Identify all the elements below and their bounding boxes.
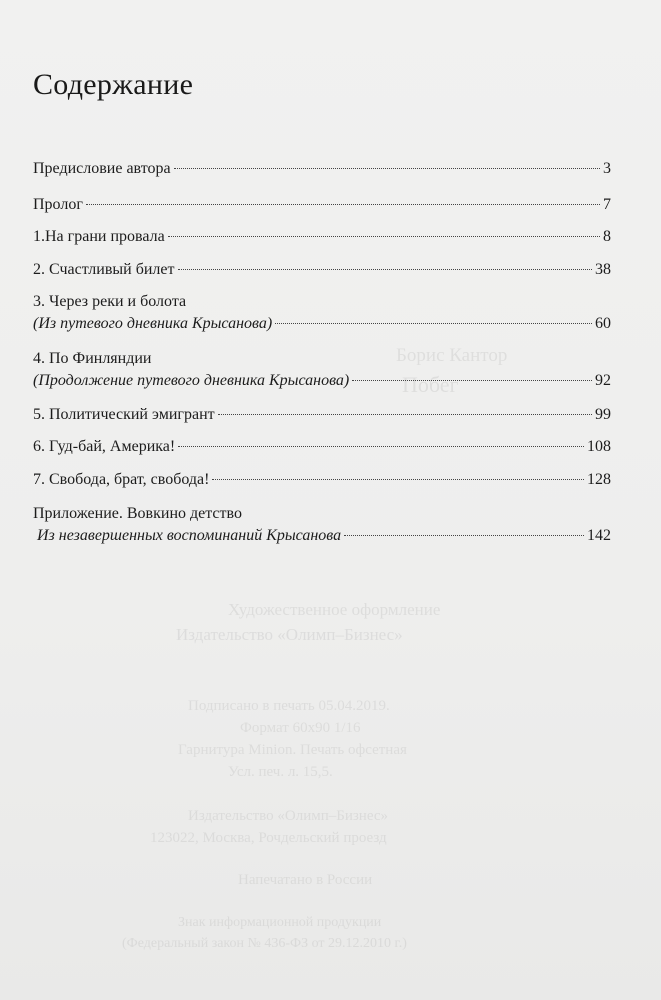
toc-entry (33, 291, 611, 335)
toc-entry-page: 38 (595, 261, 611, 278)
toc-entry-title: Предисловие автора (33, 160, 171, 177)
toc-entry-title: 6. Гуд-бай, Америка! (33, 438, 176, 455)
show-through-text: Напечатано в России (238, 872, 373, 888)
toc-entry-page: 99 (595, 406, 611, 423)
dot-leader (178, 269, 593, 270)
dot-leader (174, 168, 600, 169)
toc-entry-subtitle: (Из путевого дневника Крысанова) (33, 315, 273, 332)
dot-leader (178, 446, 584, 447)
toc-entry-page: 142 (587, 527, 611, 544)
toc-entry-subtitle: Из незавершенных воспоминаний Крысанова (37, 527, 342, 544)
toc-entry (33, 226, 611, 248)
toc-entry-title: 7. Свобода, брат, свобода! (33, 471, 210, 488)
toc-entry (33, 503, 611, 547)
toc-entry-subtitle: (Продолжение путевого дневника Крысанова) (33, 372, 350, 389)
toc-entry-page: 128 (587, 471, 611, 488)
toc-entry-title: 4. По Финляндии (33, 350, 152, 367)
show-through-text: Знак информационной продукции (178, 915, 382, 930)
show-through-text: Формат 60х90 1/16 (240, 720, 361, 736)
show-through-text: (Федеральный закон № 436-ФЗ от 29.12.2010 г.) (122, 936, 407, 951)
toc-entry-title: Приложение. Вовкино детство (33, 505, 242, 522)
show-through-text: Подписано в печать 05.04.2019. (188, 698, 390, 714)
toc-entry-title: 1.На грани провала (33, 228, 165, 245)
show-through-text: Издательство «Олимп–Бизнес» (176, 625, 403, 644)
toc-entry-page: 92 (595, 372, 611, 389)
toc-entry (33, 194, 611, 216)
show-through-text: Гарнитура Minion. Печать офсетная (178, 742, 407, 758)
toc-entry-page: 7 (603, 196, 611, 213)
toc-entry-title: Пролог (33, 196, 83, 213)
dot-leader (352, 380, 592, 381)
toc-entry (33, 436, 611, 458)
dot-leader (218, 414, 592, 415)
toc-entry-title: 3. Через реки и болота (33, 293, 187, 310)
toc-entry-title: 2. Счастливый билет (33, 261, 175, 278)
show-through-text: 123022, Москва, Рочдельский проезд (150, 830, 387, 846)
page-title: Содержание (33, 68, 194, 101)
toc-entry (33, 158, 611, 180)
dot-leader (344, 535, 584, 536)
toc-entry-page: 3 (603, 160, 611, 177)
toc-entry (33, 348, 611, 392)
dot-leader (275, 323, 592, 324)
show-through-text: Борис Кантор (396, 345, 508, 366)
show-through-text: Усл. печ. л. 15,5. (228, 764, 333, 780)
toc-entry-page: 60 (595, 315, 611, 332)
toc-entry-page: 8 (603, 228, 611, 245)
dot-leader (212, 479, 584, 480)
toc-entry-page: 108 (587, 438, 611, 455)
toc-entry (33, 259, 611, 281)
toc-entry-title: 5. Политический эмигрант (33, 406, 215, 423)
show-through-text: Художественное оформление (228, 600, 441, 619)
show-through-text: Побег (402, 372, 459, 397)
show-through-text: Издательство «Олимп–Бизнес» (188, 808, 389, 824)
dot-leader (168, 236, 600, 237)
toc-entry (33, 404, 611, 426)
dot-leader (86, 204, 600, 205)
toc-entry (33, 469, 611, 491)
